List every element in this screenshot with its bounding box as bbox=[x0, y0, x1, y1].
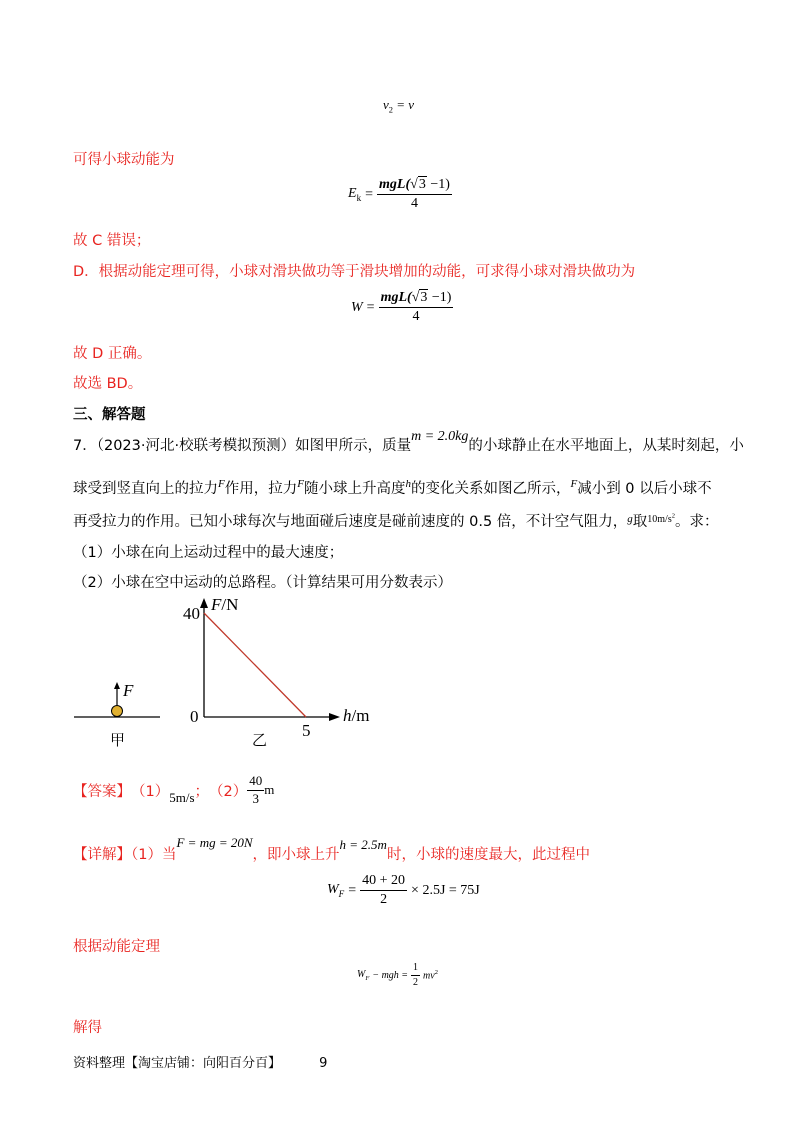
y-axis-arrow-icon bbox=[200, 598, 208, 608]
ball-icon bbox=[112, 706, 123, 717]
q7-F3: F bbox=[570, 478, 578, 490]
equation-w bbox=[351, 290, 453, 325]
eq-wf-den: 2 bbox=[380, 892, 388, 908]
x-axis-label: h bbox=[343, 706, 352, 725]
q7-sub2: （2）小球在空中运动的总路程。（计算结果可用分数表示） bbox=[73, 575, 452, 591]
eq-v2-lhs: v bbox=[383, 97, 389, 112]
detail-p1: （1）当 bbox=[131, 847, 177, 863]
text-theorem: 根据动能定理 bbox=[73, 939, 160, 955]
eq-wf-lhs: W bbox=[327, 882, 339, 898]
q7-l2-a: 球受到竖直向上的拉力 bbox=[73, 481, 218, 497]
text-d-statement: D．根据动能定理可得，小球对滑块做功等于滑块增加的动能，可求得小球对滑块做功为 bbox=[73, 264, 636, 280]
eq-en-mid: − mgh = bbox=[372, 969, 409, 981]
q7-l3-a: 再受拉力的作用。已知小球每次与地面碰后速度是碰前速度的 0.5 倍，不计空气阻力， bbox=[73, 514, 628, 530]
x-axis-unit: /m bbox=[351, 706, 370, 725]
origin-label: 0 bbox=[190, 707, 199, 726]
eq-ek-sub: k bbox=[356, 192, 362, 203]
eq-wf-tail: × 2.5J = 75J bbox=[411, 882, 480, 898]
answer-sep: ； bbox=[194, 783, 210, 800]
eq-w-eq: = bbox=[366, 299, 375, 315]
q7-l2-b: 作用，拉力 bbox=[224, 481, 298, 497]
q7-prefix: 7．（2023·河北·校联考模拟预测）如图甲所示，质量 bbox=[73, 438, 412, 454]
y-tick-label: 40 bbox=[183, 604, 200, 623]
q7-g-val bbox=[647, 514, 675, 525]
eq-ek-sqrt: 3 bbox=[418, 177, 426, 192]
eq-ek-den: 4 bbox=[410, 196, 418, 212]
answer-frac-num: 40 bbox=[247, 774, 264, 791]
equation-wf bbox=[327, 873, 480, 908]
equation-v2 bbox=[383, 97, 414, 115]
text-ek-intro: 可得小球动能为 bbox=[73, 152, 175, 168]
q7-g-val-text: 10m/s bbox=[647, 514, 672, 525]
eq-en-exp: 2 bbox=[434, 968, 438, 976]
footer bbox=[73, 1052, 327, 1071]
answer-p2: （2） bbox=[209, 783, 248, 800]
detail-cond2: h = 2.5m bbox=[339, 837, 387, 852]
q7-mass: m = 2.0kg bbox=[411, 429, 469, 444]
eq-ek-fraction: $\frac{\text{mgL(√3 −1)}}{4}$ bbox=[379, 177, 450, 212]
eq-ek-num-b: −1) bbox=[426, 177, 450, 192]
eq-w-fraction: $\frac{\text{mgL(√3 −1)}}{4}$ bbox=[380, 290, 452, 325]
eq-w-num-a: mgL( bbox=[380, 290, 412, 305]
eq-en-lhs: W bbox=[357, 968, 366, 980]
x-tick-label: 5 bbox=[302, 721, 311, 740]
q7-g-exp: 2 bbox=[671, 512, 675, 520]
q7-l2-c: 随小球上升高度 bbox=[303, 481, 406, 497]
yi-label: 乙 bbox=[252, 731, 268, 749]
eq-ek-lhs: E bbox=[348, 186, 357, 202]
section-title: 三、解答题 bbox=[73, 407, 146, 423]
text-c-wrong: 故 C 错误； bbox=[73, 233, 151, 249]
force-arrowhead-icon bbox=[114, 682, 120, 689]
page-number: 9 bbox=[319, 1056, 328, 1071]
equation-energy bbox=[357, 962, 438, 988]
figure bbox=[70, 590, 400, 760]
answer-frac-den: 3 bbox=[252, 790, 260, 806]
answer-p1: （1） bbox=[131, 783, 170, 800]
eq-en-den: 2 bbox=[413, 976, 419, 988]
answer-unit: m bbox=[264, 782, 275, 798]
force-label: F bbox=[123, 681, 134, 700]
eq-wf-sub: F bbox=[338, 888, 345, 899]
text-solve: 解得 bbox=[73, 1020, 102, 1036]
eq-w-den: 4 bbox=[412, 309, 420, 325]
q7-h1: h bbox=[405, 478, 411, 490]
jia-label: 甲 bbox=[110, 731, 126, 749]
text-d-correct: 故 D 正确。 bbox=[73, 346, 152, 362]
y-axis-title bbox=[210, 595, 238, 614]
answer-v1: 5m/s bbox=[169, 790, 195, 806]
q7-l2-e: 减小到 0 以后小球不 bbox=[577, 481, 712, 497]
eq-ek-eq: = bbox=[365, 186, 374, 202]
q7-sub1: （1）小球在向上运动过程中的最大速度； bbox=[73, 545, 344, 561]
y-axis-label: F bbox=[211, 595, 222, 614]
answer-tag: 【答案】 bbox=[73, 783, 131, 800]
q7-l2-d: 的变化关系如图乙所示， bbox=[410, 481, 571, 497]
q7-l3-c: 。求： bbox=[674, 514, 719, 530]
x-axis-title bbox=[343, 706, 369, 725]
equation-ek bbox=[348, 177, 452, 212]
y-axis-unit: /N bbox=[221, 595, 239, 614]
detail-line bbox=[73, 835, 590, 864]
q7-F2: F bbox=[297, 478, 304, 490]
text-choose: 故选 BD。 bbox=[73, 376, 143, 392]
eq-wf-eq: = bbox=[348, 882, 357, 898]
eq-en-fraction bbox=[411, 962, 420, 988]
x-axis-arrow-icon bbox=[329, 713, 340, 721]
q7-F1: F bbox=[218, 478, 225, 490]
footer-text: 资料整理【淘宝店铺：向阳百分百】 bbox=[73, 1056, 282, 1071]
q7-line2 bbox=[73, 477, 712, 498]
eq-w-num-b: −1) bbox=[428, 290, 452, 305]
answer-fraction bbox=[247, 774, 264, 807]
series-line-F bbox=[204, 613, 306, 717]
eq-en-tail: mv bbox=[423, 970, 435, 982]
q7-after-mass: 的小球静止在水平地面上，从某时刻起，小 bbox=[468, 438, 744, 454]
q7-l3-b: 取 bbox=[632, 514, 648, 530]
detail-mid: ，即小球上升 bbox=[252, 847, 340, 863]
q7-g: g bbox=[627, 513, 633, 525]
eq-en-sub: F bbox=[365, 974, 370, 982]
eq-ek-num-a: mgL( bbox=[379, 177, 411, 192]
detail-end: 时，小球的速度最大，此过程中 bbox=[386, 847, 590, 863]
detail-cond1: F = mg = 20N bbox=[176, 835, 253, 850]
detail-tag: 【详解】 bbox=[73, 847, 131, 863]
eq-wf-num: 40 + 20 bbox=[360, 873, 407, 891]
q7-line1 bbox=[73, 429, 744, 455]
eq-w-lhs: W bbox=[351, 299, 363, 315]
answer-line bbox=[73, 774, 274, 807]
eq-en-num: 1 bbox=[411, 962, 420, 976]
eq-w-sqrt: 3 bbox=[420, 290, 428, 305]
eq-v2-sub: 2 bbox=[388, 104, 393, 115]
eq-v2-rhs: = v bbox=[396, 97, 415, 112]
q7-line3 bbox=[73, 510, 718, 531]
eq-wf-fraction bbox=[360, 873, 407, 908]
